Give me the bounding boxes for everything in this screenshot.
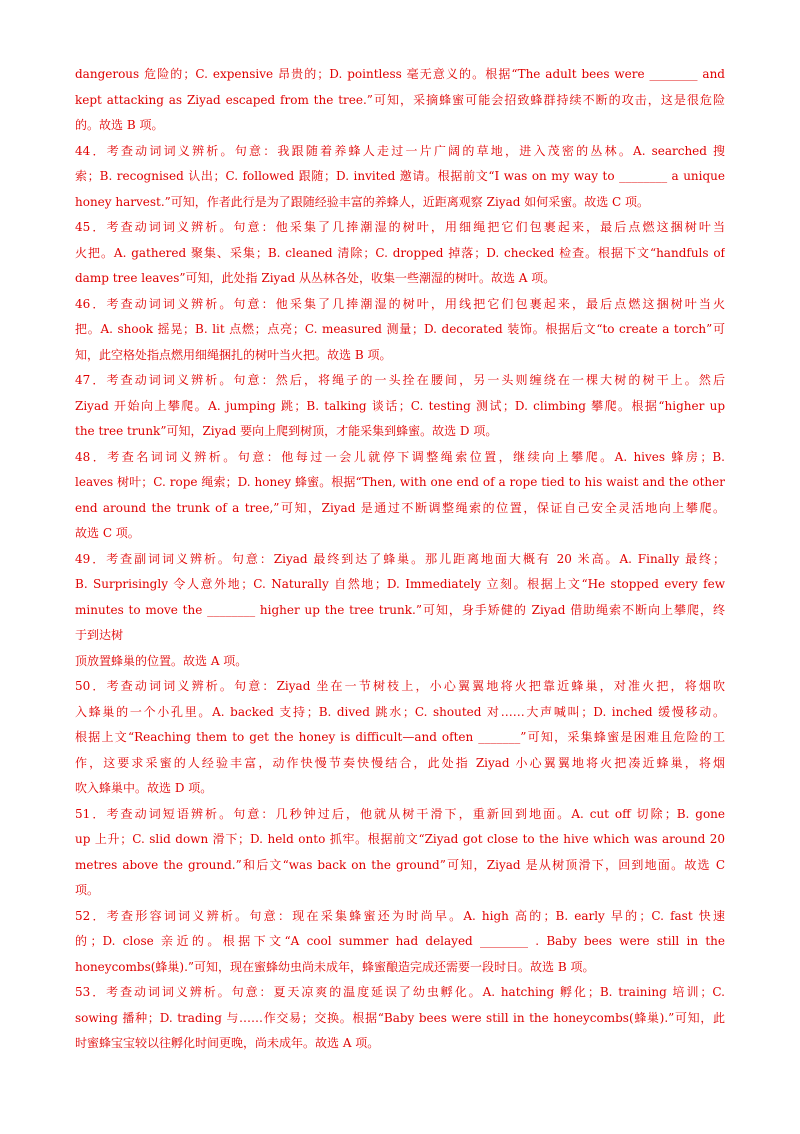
text-line: 47．考查动词词义辨析。句意：然后，将绳子的一头拴在腰间，另一头则缠绕在一棵大树的树干上。然后 (75, 373, 725, 387)
text-line: sowing 播种；D. trading 与……作交易；交换。根据“Baby bees were still in the honeycombs(蜂巢).”可知，此 (75, 1010, 725, 1025)
text-line: 把。A. shook 摇晃；B. lit 点燃；点亮；C. measured 测量；D. decorated 装饰。根据后文“to create a torch”可 (75, 322, 725, 336)
text-line: end around the trunk of a tree,”可知，Ziyad 是通过不断调整绳索的位置，保证自己安全灵活地向上攀爬。 (75, 500, 725, 515)
text-line: 50．考查动词词义辨析。句意：Ziyad 坐在一节树枝上，小心翼翼地将火把靠近蜂巢，对准火把，将烟吹 (75, 679, 725, 693)
text-line: the tree trunk”可知，Ziyad 要向上爬到树顶，才能采集到蜂蜜。故选 D 项。 (75, 424, 498, 438)
text-line: 作，这要求采蜜的人经验丰富，动作快慢节奏快慢结合，此处指 Ziyad 小心翼翼地将火把凑近蜂巢，将烟 (75, 755, 725, 770)
text-line: 火把。A. gathered 聚集、采集；B. cleaned 清除；C. dropped 掉落；D. checked 检查。根据下文“handfuls of (75, 245, 725, 260)
text-line: 项。 (75, 883, 100, 897)
text-line: metres above the ground.”和后文“was back on the ground”可知，Ziyad 是从树顶滑下，回到地面。故选 C (75, 857, 725, 872)
text-line: 的。故选 B 项。 (75, 118, 164, 132)
text-line: leaves 树叶；C. rope 绳索；D. honey 蜂蜜。根据“Then, with one end of a rope tied to his waist and the other (75, 475, 725, 489)
text-line: B. Surprisingly 令人意外地；C. Naturally 自然地；D. Immediately 立刻。根据上文“He stopped every few (75, 577, 725, 591)
text-line: 52．考查形容词词义辨析。句意：现在采集蜂蜜还为时尚早。A. high 高的；B. early 早的；C. fast 快速 (75, 908, 725, 923)
text-line: 53．考查动词词义辨析。句意：夏天凉爽的温度延误了幼虫孵化。A. hatching 孵化；B. training 培训；C. (75, 985, 725, 999)
text-line: 于到达树 (75, 628, 124, 642)
text-line: 入蜂巢的一个小孔里。A. backed 支持；B. dived 跳水；C. shouted 对……大声喊叫；D. inched 缓慢移动。 (75, 704, 725, 719)
text-line: 知，此空格处指点燃用细绳捆扎的树叶当火把。故选 B 项。 (75, 347, 392, 362)
text-line: 51．考查动词短语辨析。句意：几秒钟过后，他就从树干滑下，重新回到地面。A. cut off 切除；B. gone (75, 806, 725, 821)
text-line: up 上升；C. slid down 滑下；D. held onto 抓牢。根据前文“Ziyad got close to the hive which was around 20 (75, 832, 725, 846)
text-line: Ziyad 开始向上攀爬。A. jumping 跳；B. talking 谈话；C. testing 测试；D. climbing 攀爬。根据“higher up (75, 398, 725, 413)
text-line: 45．考查动词词义辨析。句意：他采集了几捧潮湿的树叶，用细绳把它们包裹起来，最后点燃这捆树叶当 (75, 220, 725, 234)
text-line: 索；B. recognised 认出；C. followed 跟随；D. invited 邀请。根据前文“I was on my way to ________ a unique (75, 169, 725, 183)
text-line: damp tree leaves”可知，此处指 Ziyad 从丛林各处，收集一些潮湿的树叶。故选 A 项。 (75, 271, 556, 285)
text-line: 吹入蜂巢中。故选 D 项。 (75, 781, 213, 795)
text-line: minutes to move the ________ higher up the tree trunk.”可知，身手矫健的 Ziyad 借助绳索不断向上攀爬，终 (75, 602, 725, 617)
text-line: honey harvest.”可知，作者此行是为了跟随经验丰富的养蜂人，近距离观察 Ziyad 如何采蜜。故选 C 项。 (75, 194, 650, 209)
text-line: 时蜜蜂宝宝较以往孵化时间更晚，尚未成年。故选 A 项。 (75, 1036, 380, 1050)
text-line: 故选 C 项。 (75, 526, 140, 540)
text-line: 的；D. close 亲近的。根据下文“A cool summer had delayed ________ . Baby bees were still in the (75, 934, 725, 948)
text-line: kept attacking as Ziyad escaped from the tree.”可知，采摘蜂蜜可能会招致蜂群持续不断的攻击，这是很危险 (75, 92, 725, 107)
text-line: 46．考查动词词义辨析。句意：他采集了几捧潮湿的树叶，用线把它们包裹起来，最后点燃这捆树叶当火 (75, 296, 725, 311)
text-line: 顶放置蜂巢的位置。故选 A 项。 (75, 653, 248, 668)
text-line: 48．考查名词词义辨析。句意：他每过一会儿就停下调整绳索位置，继续向上攀爬。A. hives 蜂房；B. (75, 449, 725, 464)
text-line: 44．考查动词词义辨析。句意：我跟随着养蜂人走过一片广阔的草地，进入茂密的丛林。A. searched 搜 (75, 143, 725, 158)
text-line: 根据上文“Reaching them to get the honey is difficult—and often _______”可知，采集蜂蜜是困难且危险的工 (75, 730, 725, 744)
text-line: 49．考查副词词义辨析。句意：Ziyad 最终到达了蜂巢。那儿距离地面大概有 20 米高。A. Finally 最终； (75, 551, 725, 566)
text-line: honeycombs(蜂巢).”可知，现在蜜蜂幼虫尚未成年，蜂蜜酿造完成还需要一段时日。故选 B 项。 (75, 959, 595, 974)
text-line: dangerous 危险的；C. expensive 昂贵的；D. pointless 毫无意义的。根据“The adult bees were ________ and (75, 67, 725, 81)
